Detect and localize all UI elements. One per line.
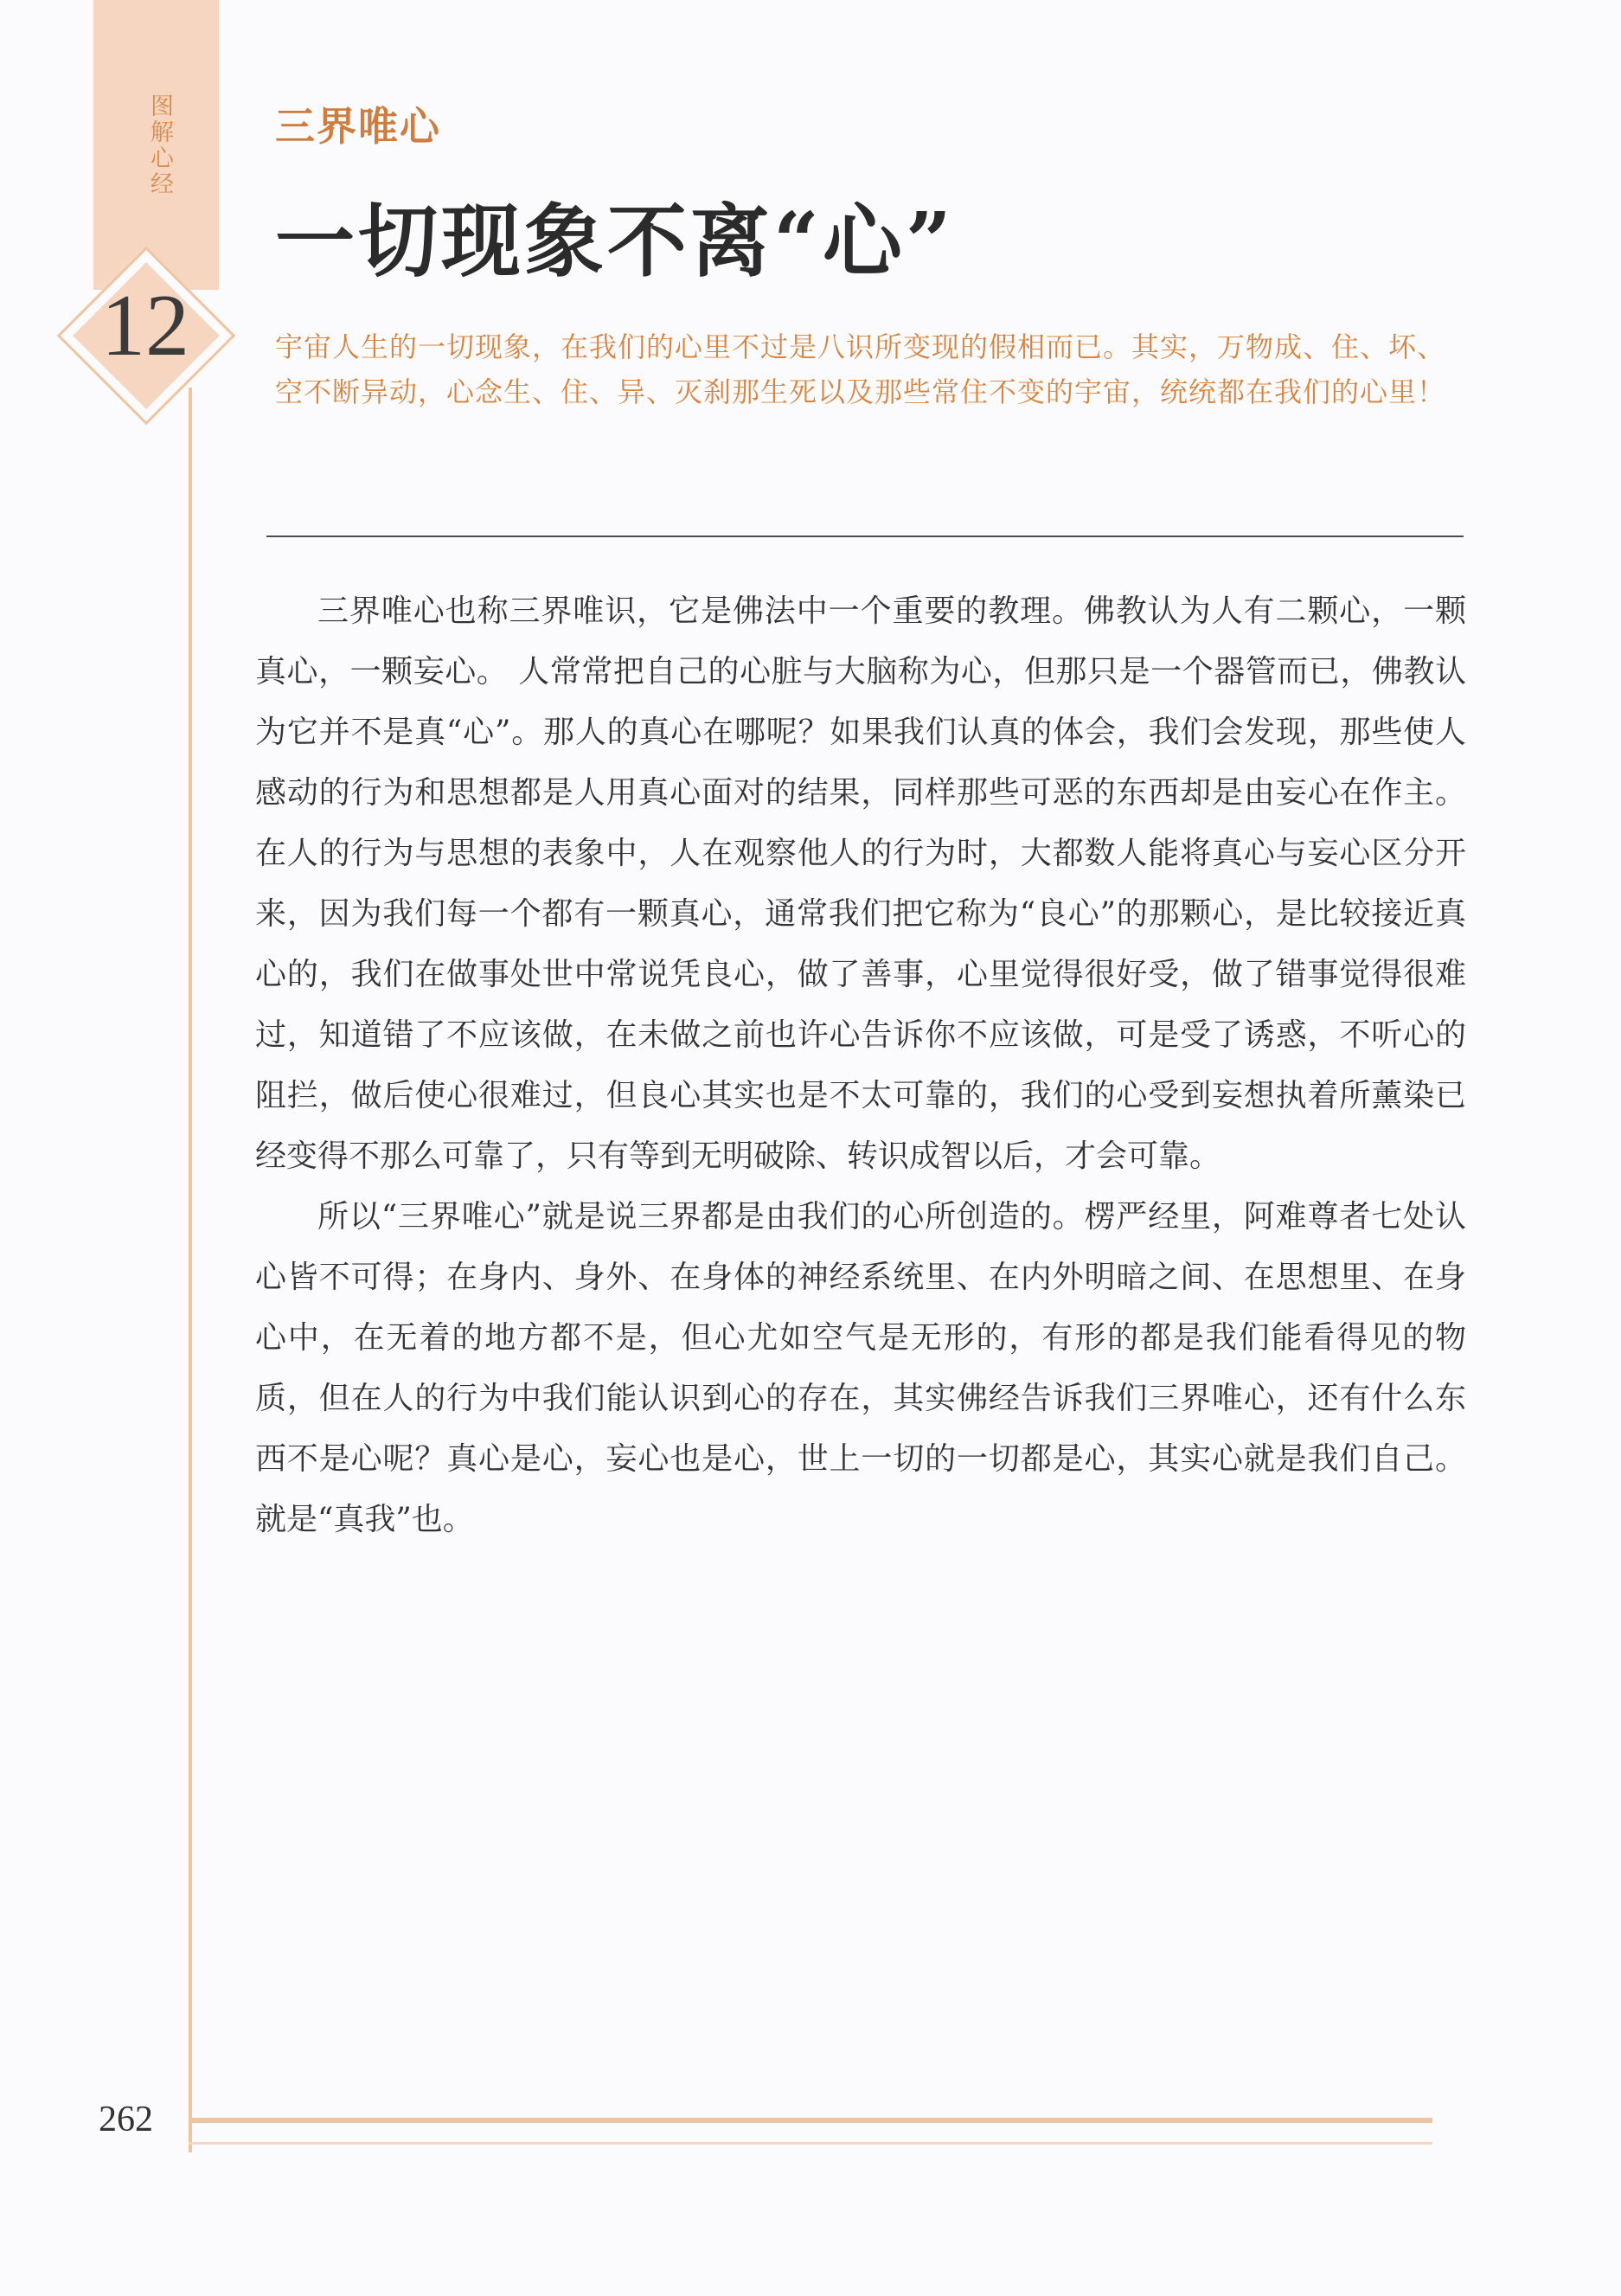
footer-rule-thin [189,2142,1432,2145]
page-title: 一切现象不离“心” [275,195,955,288]
page-number: 262 [99,2100,153,2139]
margin-rule [189,388,192,2152]
body-paragraph: 三界唯心也称三界唯识，它是佛法中一个重要的教理。佛教认为人有二颗心，一颗真心，一颗妄心。 人常常把自己的心脏与大脑称为心，但那只是一个器管而已，佛教认为它并不是真“心”。那人的真心在哪呢？如果我们认真的体会，我们会发现，那些使人感动的行为和思想都是人用真心面对的结果，同样那些可恶的东西却是由妄心在作主。在人的行为与思想的表象中，人在观察他人的行为时，大都数人能将真心与妄心区分开来，因为我们每一个都有一颗真心，通常我们把它称为“良心”的那颗心，是比较接近真心的，我们在做事处世中常说凭良心，做了善事，心里觉得很好受，做了错事觉得很难过，知道错了不应该做，在未做之前也许心告诉你不应该做，可是受了诱惑，不听心的阻拦，做后使心很难过，但良心其实也是不太可靠的，我们的心受到妄想执着所薰染已经变得不那么可靠了，只有等到无明破除、转识成智以后，才会可靠。 [255,593,1466,1174]
body-paragraph: 所以“三界唯心”就是说三界都是由我们的心所创造的。楞严经里，阿难尊者七处认心皆不可得；在身内、身外、在身体的神经系统里、在内外明暗之间、在思想里、在身心中，在无着的地方都不是，但心尤如空气是无形的，有形的都是我们能看得见的物质，但在人的行为中我们能认识到心的存在，其实佛经告诉我们三界唯心，还有什么东西不是心呢？真心是心，妄心也是心，世上一切的一切都是心，其实心就是我们自己。就是“真我”也。 [255,1199,1466,1537]
footer-rule [189,2118,1432,2123]
body-text [255,581,1466,1550]
book-title-vertical: 图解心经 [146,93,173,197]
section-label: 三界唯心 [275,103,441,150]
chapter-number: 12 [101,277,189,375]
summary-text: 宇宙人生的一切现象，在我们的心里不过是八识所变现的假相而已。其实，万物成、住、坏、空不断异动，心念生、住、异、灭刹那生死以及那些常住不变的宇宙，统统都在我们的心里！ [275,330,1446,408]
section-divider [266,536,1464,537]
